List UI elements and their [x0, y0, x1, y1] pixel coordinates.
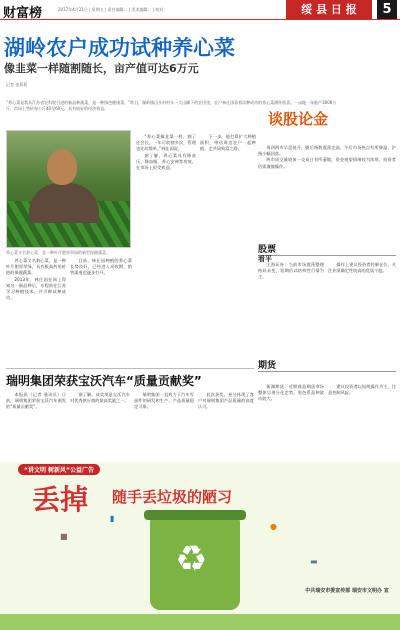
paragraph: 此次获奖，充分体现了客户对瑞明集团产品质量的高度认可。	[198, 392, 254, 410]
second-column-1	[6, 392, 66, 462]
can-icon: ▬	[310, 557, 318, 566]
second-column-2	[70, 392, 130, 462]
ad-organization: 中共瑞安市委宣传部 瑞安市文明办 宣	[305, 588, 389, 594]
trash-icon: ■	[60, 532, 68, 541]
grass-strip	[0, 614, 400, 630]
paragraph: 据了解，该奖项是宝沃汽车对优秀供应商的最高奖励之一。	[70, 392, 130, 404]
paragraph: 建议投资者以短线操作为主，注意控制风险。	[328, 384, 396, 396]
section-divider	[6, 368, 254, 369]
article-column-1	[6, 258, 66, 366]
photo-caption: 养心菜又名救心菜，是一种叶片肥厚翠绿的新型保健蔬菜。	[6, 250, 110, 255]
stocks-column-1	[258, 262, 324, 354]
trash-icon: ●	[270, 522, 277, 531]
second-column-4	[198, 392, 254, 462]
opinion-body	[258, 145, 396, 170]
stocks-subhead: 看平	[258, 255, 272, 263]
ad-slogan: 随手丢垃圾的陋习	[112, 488, 233, 506]
page-header	[0, 0, 400, 20]
second-headline: 瑞明集团荣获宝沃汽车“质量贡献奖”	[6, 374, 202, 388]
paragraph: 新湖期货：近期商品期货市场整体呈现分化走势，黑色系品种波动较大。	[258, 384, 324, 402]
paragraph: 两市成交量较前一交易日有所萎缩，资金观望情绪较为浓厚，投资者仍需谨慎操作。	[258, 157, 396, 169]
paragraph: 目前，林仕国种植的养心菜长势良好，已经进入采收期，销售渠道也逐步打开。	[70, 258, 132, 276]
opinion-logo: 谈股论金	[268, 110, 329, 128]
main-headline: 湖岭农户成功试种养心菜	[4, 35, 235, 60]
farmer-face	[47, 149, 77, 185]
paragraph: 上海证券：当前市场震荡整理格局未变，短期仍以结构性行情为主。	[258, 262, 324, 280]
paragraph: 本报讯（记者 通讯员）日前，瑞明集团荣获宝沃汽车颁发的“质量贡献奖”。	[6, 392, 66, 410]
stocks-section-label: 股票	[258, 242, 396, 256]
section-title: 财富榜	[3, 6, 43, 21]
paragraph: 据了解，养心菜具有降血压、降血脂、养心安神等功效，在市场上很受欢迎。	[136, 152, 196, 171]
byline: 记者 金莉莉	[6, 82, 28, 87]
futures-column-2	[328, 384, 396, 460]
public-service-ad	[0, 462, 400, 630]
second-column-3	[134, 392, 194, 462]
article-column-2	[70, 258, 132, 366]
recycle-icon: ♻	[175, 539, 208, 580]
main-subhead: 像韭菜一样随割随长，亩产值可达6万元	[4, 62, 199, 75]
paragraph: 下一步，他打算扩大种植面积，带动周边农户一起种植，走共同致富之路。	[200, 134, 256, 152]
futures-column-1	[258, 384, 324, 460]
paragraph: 操作上建议投资者控制仓位，关注业绩确定性较高的优质个股。	[328, 262, 396, 274]
article-column-4	[200, 134, 256, 366]
lead-paragraph: “养心菜是我从江苏省农科院引进的新品种蔬菜，是一种绿色健康菜。”昨日，湖岭镇山头村村头一大山脚下的农田里，农户林仕国看着试种成功的养心菜满怀欣喜。一亩地一年能产3000公斤，市场上售价每公斤40至60元，具有较好的经济效益。	[6, 100, 337, 111]
paragraph: 养心菜又名救心菜，是一种叶片肥厚翠绿，具有极高药用价值的保健蔬菜。	[6, 258, 66, 276]
bin-lid	[144, 510, 246, 520]
recycle-bin	[150, 518, 240, 610]
paragraph: “养心菜像韭菜一样，割了还会长，一年可收割多次，管理也比较简单。”林仕国说。	[136, 134, 196, 152]
stocks-column-2	[328, 262, 396, 354]
paragraph: 周四两市早盘低开，随后指数震荡走高，午后市场热点有所降温，沪指小幅回落。	[258, 145, 396, 157]
paragraph: 瑞明集团一直致力于汽车零部件的研发和生产，产品质量稳定可靠。	[134, 392, 194, 410]
page-number: 5	[377, 0, 397, 19]
paragraph: 2013年，林仕国在网上得知这一新品种后，专程前往江苏学习种植技术，并引种试种成功。	[6, 276, 66, 301]
farmer-shirt	[29, 183, 99, 223]
opinion-box	[258, 108, 396, 230]
ad-big-word: 丢掉	[32, 483, 89, 516]
futures-section-label: 期货	[258, 358, 396, 372]
ad-band: “讲文明 树新风”公益广告	[18, 464, 100, 475]
bottle-icon: ▮	[110, 514, 115, 523]
farmer-photo	[6, 130, 131, 248]
article-column-3	[136, 134, 196, 366]
newspaper-name: 绥 县 日 报	[286, 0, 372, 19]
issue-meta: 2017年4月21日 | 星期五 | 责任编辑： | 美术编辑： | 校对：	[58, 7, 168, 12]
